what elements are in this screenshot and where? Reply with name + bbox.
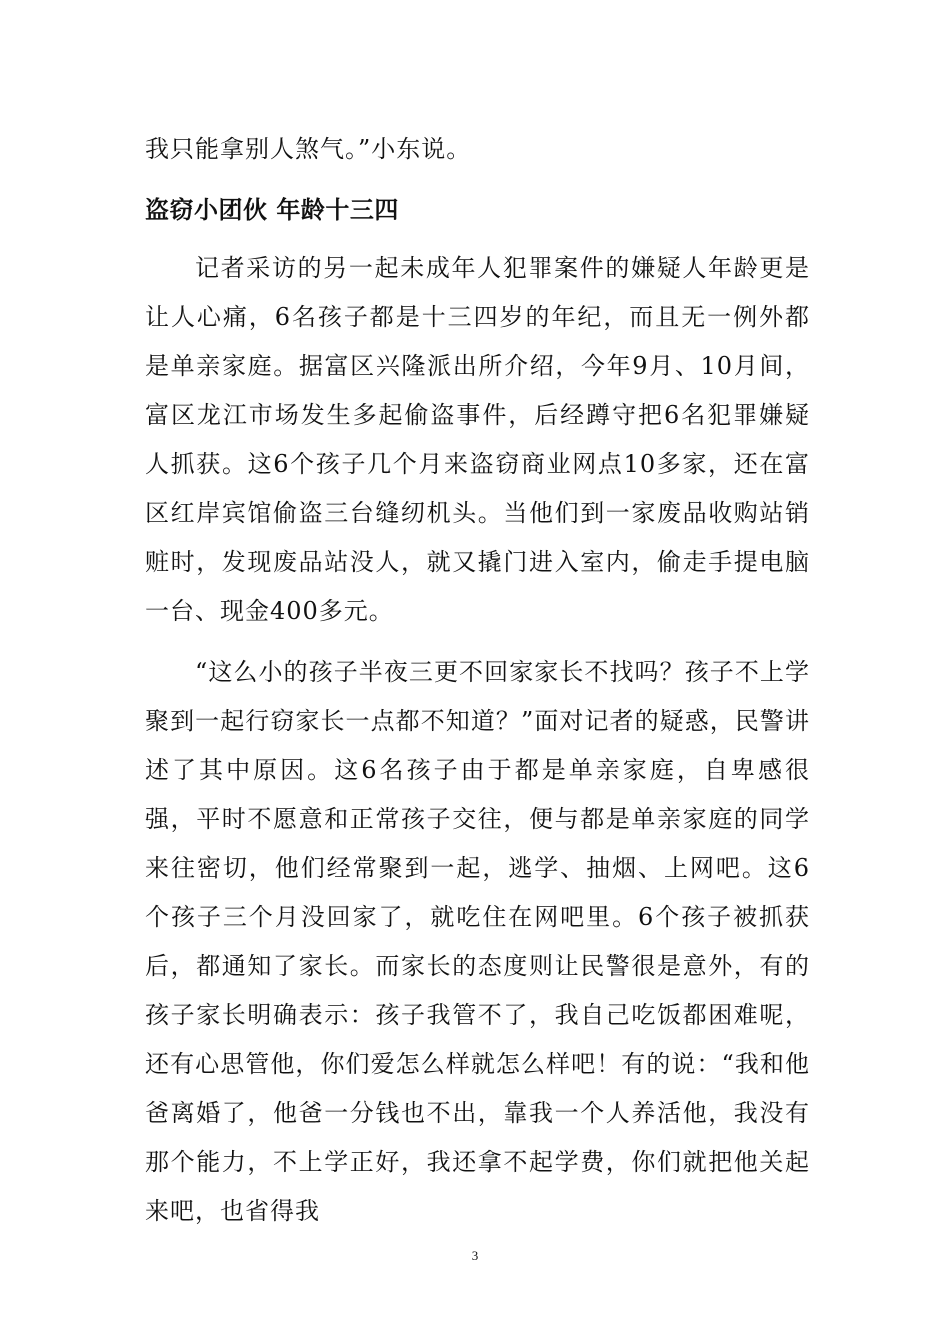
page-number: 3 <box>471 1248 479 1263</box>
section-heading: 盗窃小团伙 年龄十三四 <box>145 196 399 224</box>
paragraph-2: “这么小的孩子半夜三更不回家家长不找吗？孩子不上学聚到一起行窃家长一点都不知道？”面对记者的疑惑，民警讲述了其中原因。这6名孩子由于都是单亲家庭，自卑感很强，平时不愿意和正常孩子交往，便与都是单亲家庭的同学来往密切，他们经常聚到一起，逃学、抽烟、上网吧。这6个孩子三个月没回家了，就吃住在网吧里。6个孩子被抓获后，都通知了家长。而家长的态度则让民警很是意外，有的孩子家长明确表示：孩子我管不了，我自己吃饭都困难呢，还有心思管他，你们爱怎么样就怎么样吧！有的说：“我和他爸离婚了，他爸一分钱也不出，靠我一个人养活他，我没有那个能力，不上学正好，我还拿不起学费，你们就把他关起来吧，也省得我 <box>145 658 810 1225</box>
continuation-line: 我只能拿别人煞气。”小东说。 <box>145 135 472 163</box>
paragraph-1: 记者采访的另一起未成年人犯罪案件的嫌疑人年龄更是让人心痛，6名孩子都是十三四岁的年纪，而且无一例外都是单亲家庭。据富区兴隆派出所介绍，今年9月、10月间，富区龙江市场发生多起偷盗事件，后经蹲守把6名犯罪嫌疑人抓获。这6个孩子几个月来盗窃商业网点10多家，还在富区红岸宾馆偷盗三台缝纫机头。当他们到一家废品收购站销赃时，发现废品站没人，就又撬门进入室内，偷走手提电脑一台、现金400多元。 <box>145 254 810 625</box>
